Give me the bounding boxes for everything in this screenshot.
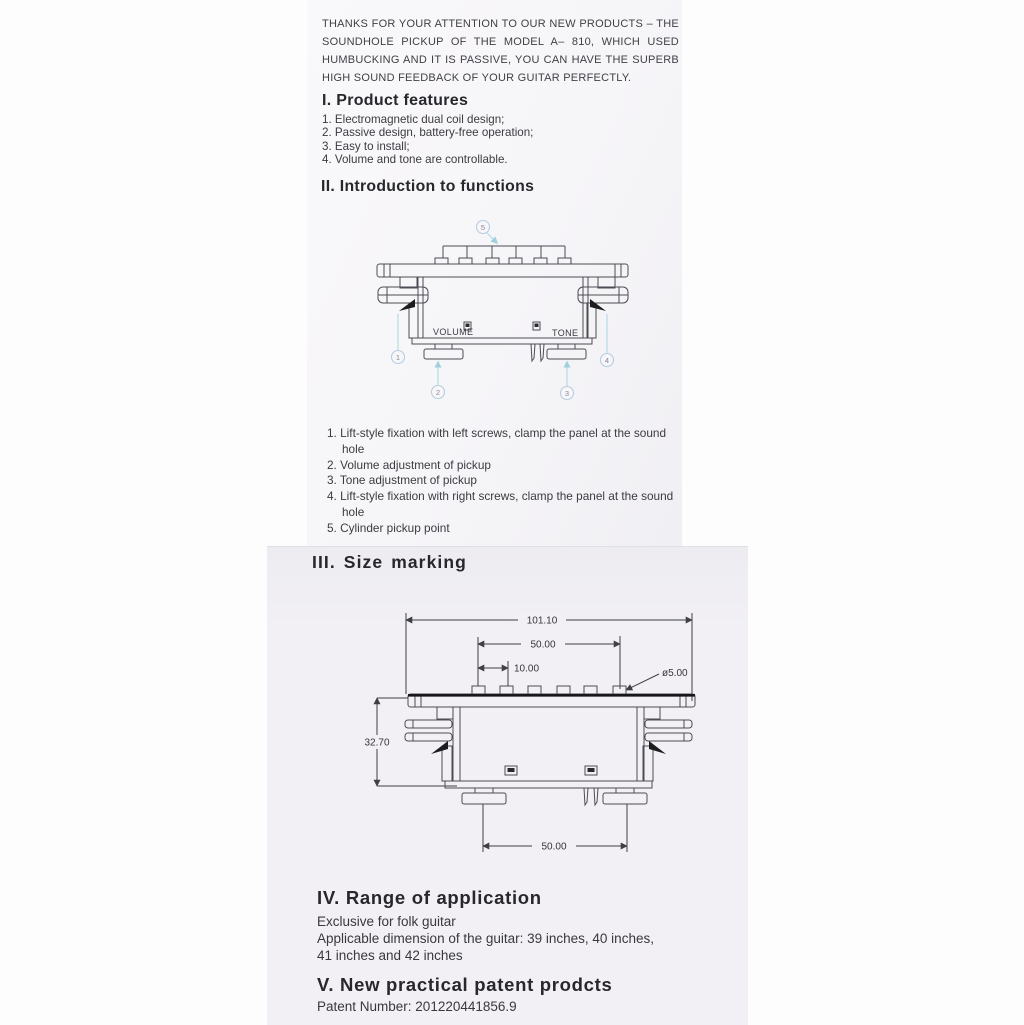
- callout-5-number: 5: [480, 222, 486, 232]
- callout-4-number: 4: [604, 355, 610, 365]
- tone-label: TONE: [552, 328, 579, 338]
- function-item: 2. Volume adjustment of pickup: [327, 457, 491, 472]
- product-features-list: [322, 113, 533, 167]
- heading-size-marking: III. Size marking: [312, 552, 467, 572]
- callout-2: [432, 362, 445, 399]
- feature-item: 2. Passive design, battery-free operation;: [322, 126, 534, 140]
- intro-paragraph: THANKS FOR YOUR ATTENTION TO OUR NEW PRODUCTS – THE SOUNDHOLE PICKUP OF THE MODEL A– 810, WHICH USED HUMBUCKING AND IT IS PASSIVE, YOU CAN HAVE THE SUPERB HIGH SOUND FEEDBACK OF YOUR GUITAR PERFECTLY.: [322, 18, 679, 84]
- function-item: 1. Lift-style fixation with left screws, clamp the panel at the sound hole: [327, 426, 666, 456]
- dim-top-span-label: 50.00: [530, 639, 556, 651]
- callout-4: [601, 314, 614, 367]
- functions-list: [327, 426, 675, 537]
- functions-diagram: [307, 215, 682, 405]
- pickup-side-view: [377, 246, 628, 361]
- feature-item: 1. Electromagnetic dual coil design;: [322, 113, 505, 126]
- range-line: Exclusive for folk guitar: [317, 914, 456, 929]
- size-diagram: [267, 606, 748, 866]
- heading-patent: V. New practical patent prodcts: [317, 974, 613, 995]
- function-item: 4. Lift-style fixation with right screws, clamp the panel at the sound hole: [327, 489, 674, 519]
- callout-1: [392, 314, 405, 364]
- callout-3: [561, 362, 574, 400]
- patent-number: Patent Number: 201220441856.9: [317, 999, 517, 1014]
- range-line: 41 inches and 42 inches: [317, 948, 463, 964]
- feature-item: 3. Easy to install;: [322, 139, 410, 153]
- pickup-side-view-dimensioned: [405, 686, 695, 805]
- volume-label: VOLUME: [433, 327, 474, 337]
- callout-3-number: 3: [564, 388, 570, 398]
- range-line: Applicable dimension of the guitar: 39 inches, 40 inches,: [317, 931, 654, 947]
- dim-knob-span-label: 50.00: [541, 841, 567, 853]
- dim-height-label: 32.70: [364, 737, 390, 749]
- instruction-sheet-top: [307, 0, 682, 546]
- instruction-sheet-bottom: [267, 546, 748, 1025]
- heading-range-of-application: IV. Range of application: [317, 887, 542, 908]
- dim-hole-diameter-label: ø5.00: [662, 668, 688, 679]
- callout-1-number: 1: [395, 352, 401, 362]
- heading-product-features: I. Product features: [322, 92, 469, 109]
- dim-pole-spacing-label: 10.00: [514, 663, 540, 675]
- callout-2-number: 2: [435, 387, 441, 397]
- dim-overall-width-label: 101.10: [526, 615, 558, 627]
- callout-5: [477, 221, 498, 244]
- function-item: 3. Tone adjustment of pickup: [327, 473, 477, 488]
- feature-item: 4. Volume and tone are controllable.: [322, 153, 508, 167]
- range-of-application-text: [317, 913, 654, 965]
- heading-introduction-to-functions: II. Introduction to functions: [321, 178, 535, 195]
- function-item: 5. Cylinder pickup point: [327, 520, 450, 535]
